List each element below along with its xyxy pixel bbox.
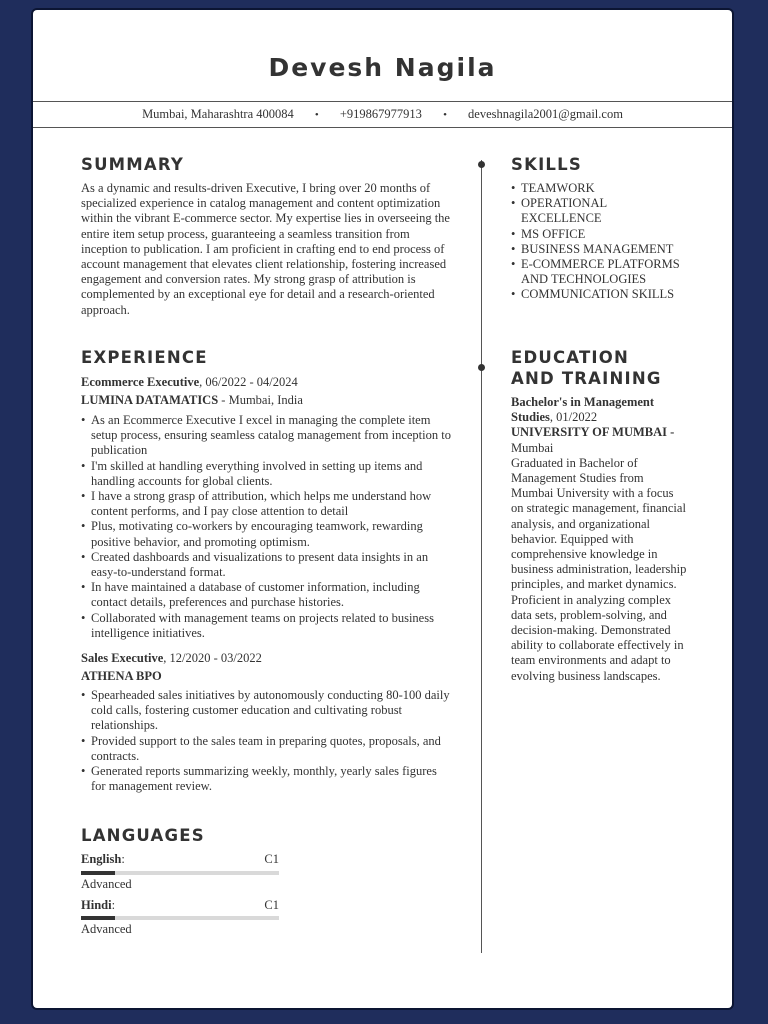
job-bullet: • Collaborated with management teams on projects related to business intelligence initiatives. [81, 611, 453, 641]
contact-location: Mumbai, Maharashtra 400084 [142, 107, 294, 121]
job-bullet: • I'm skilled at handling everything involved in setting up items and handling accounts for global clients. [81, 459, 453, 489]
summary-heading: SUMMARY [81, 155, 185, 174]
education-block [511, 395, 689, 684]
job-company: LUMINA DATAMATICS [81, 393, 219, 407]
skill-item: • BUSINESS MANAGEMENT [511, 242, 689, 257]
language-name: English [81, 852, 122, 866]
job-bullet: • Generated reports summarizing weekly, monthly, yearly sales figures for management review. [81, 764, 453, 794]
language-row [81, 898, 279, 913]
job-title: Sales Executive [81, 651, 164, 665]
contact-phone: +919867977913 [339, 107, 422, 121]
education-degree: Bachelor's in Management Studies [511, 395, 655, 425]
job-company-line [81, 393, 303, 408]
languages-heading: LANGUAGES [81, 826, 205, 845]
job-bullet: • Spearheaded sales initiatives by autonomously conducting 80-100 daily cold calls, fostering customer education and cultivating robust relationships. [81, 688, 453, 734]
column-divider [481, 160, 482, 953]
contact-bar [33, 101, 732, 128]
resume-page [33, 10, 732, 1008]
language-proficiency: Advanced [81, 877, 132, 891]
job-title-line [81, 651, 262, 666]
job-bullet: • Plus, motivating co-workers by encouraging teamwork, rewarding positive behavior, and promoting optimism. [81, 519, 453, 549]
education-heading [511, 347, 662, 389]
language-proficiency-fill [81, 916, 115, 920]
job-bullet: • Created dashboards and visualizations to present data insights in an easy-to-understand format. [81, 550, 453, 580]
education-heading-line2: AND TRAINING [511, 369, 662, 388]
skill-item: • OPERATIONAL EXCELLENCE [511, 196, 689, 226]
education-heading-line1: EDUCATION [511, 348, 629, 367]
job-dates: , 12/2020 - 03/2022 [163, 651, 262, 665]
skill-item: • E-COMMERCE PLATFORMS AND TECHNOLOGIES [511, 257, 689, 287]
education-description: Graduated in Bachelor of Management Studies from Mumbai University with a focus on strategic management, financial analysis, and organizational behavior. Equipped with comprehensive knowledge in business administration, leadership principles, and market dynamics. Proficient in analyzing complex data sets, problem-solving, and decision-making. Demonstrated ability to collaborate effectively in team environments and adapt to evolving business landscapes. [511, 455, 687, 683]
skills-heading: SKILLS [511, 155, 582, 174]
separator-dot: • [314, 109, 319, 121]
skills-list [511, 181, 689, 303]
language-suffix: : [121, 852, 125, 866]
language-proficiency-bar [81, 916, 279, 920]
job-location: - Mumbai, India [218, 393, 303, 407]
education-city: Mumbai [511, 440, 554, 455]
job-dates: , 06/2022 - 04/2024 [199, 375, 298, 389]
education-school-suffix: - [667, 425, 675, 440]
contact-email: deveshnagila2001@gmail.com [468, 107, 623, 121]
language-level: C1 [264, 852, 279, 866]
job-bullets [81, 413, 453, 641]
job-bullets [81, 688, 453, 794]
education-date: , 01/2022 [549, 410, 598, 425]
job-company: ATHENA BPO [81, 669, 162, 683]
language-suffix: : [111, 898, 116, 912]
language-name: Hindi [81, 898, 112, 912]
skill-item: • COMMUNICATION SKILLS [511, 287, 689, 302]
job-title: Ecommerce Executive [81, 375, 200, 389]
separator-dot: • [443, 109, 447, 121]
job-bullet: • I have a strong grasp of attribution, which helps me understand how content performs, and I pay close attention to detail [81, 489, 453, 519]
language-level: C1 [264, 898, 279, 912]
language-proficiency-bar [81, 871, 279, 875]
language-proficiency-fill [81, 871, 115, 875]
divider-dot [478, 161, 485, 168]
skill-item: • TEAMWORK [511, 181, 689, 196]
language-proficiency: Advanced [81, 922, 132, 936]
skill-item: • MS OFFICE [511, 227, 689, 242]
experience-heading: EXPERIENCE [81, 348, 208, 367]
candidate-name: Devesh Nagila [268, 53, 497, 82]
language-row [81, 852, 279, 867]
job-bullet: • As an Ecommerce Executive I excel in managing the complete item setup process, ensuring seamless catalog management from inception to publication [81, 413, 453, 459]
education-school: UNIVERSITY OF MUMBAI [511, 425, 668, 440]
job-bullet: • Provided support to the sales team in preparing quotes, proposals, and contracts. [81, 734, 453, 764]
divider-dot [478, 364, 485, 371]
job-bullet: • In have maintained a database of customer information, including contact details, preferences and purchase histories. [81, 580, 453, 610]
job-company-line [81, 669, 162, 684]
summary-text: As a dynamic and results-driven Executive, I bring over 20 months of specialized experience in catalog management and content optimization within the vibrant E-commerce sector. My expertise lies in overseeing the entire item setup process, guaranteeing a seamless transition from inception to publication. I am proficient in crafting end to end process of account management that elevates client relationship, fostering increased engagement and conversion rates. My strong grasp of attribution is complemented by an exceptional eye for detail and a research-oriented approach. [81, 181, 450, 317]
job-title-line [81, 375, 298, 390]
